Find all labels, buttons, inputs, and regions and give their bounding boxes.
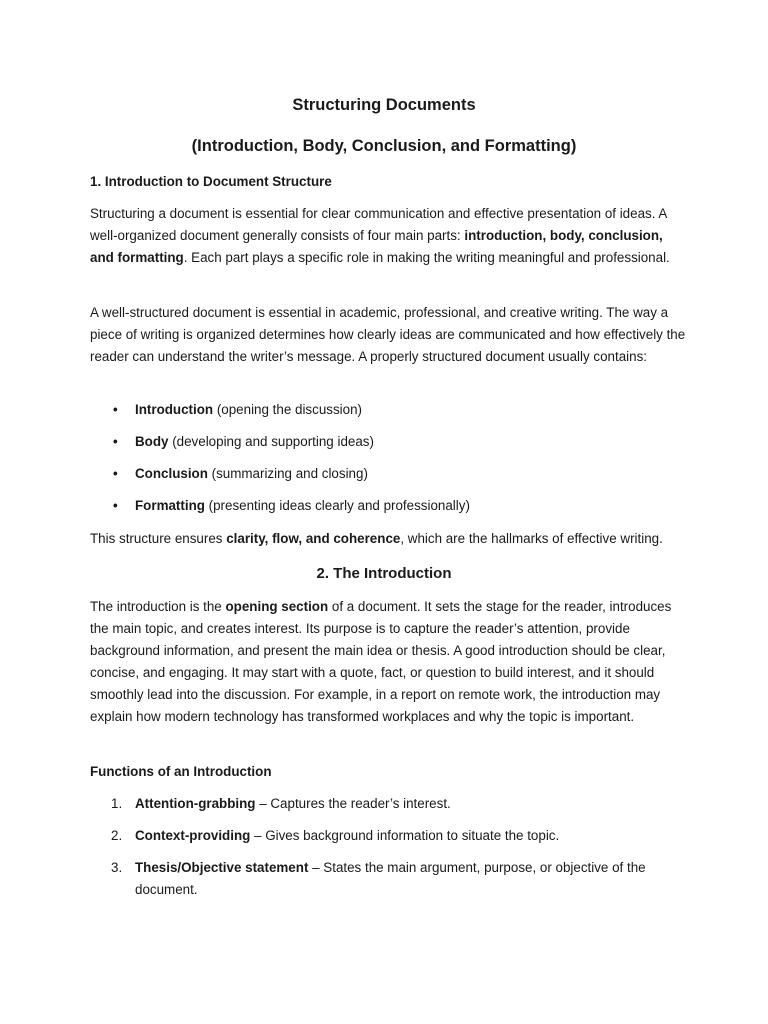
section-1-paragraph-3: This structure ensures clarity, flow, and coherence, which are the hallmarks of effective writing. (90, 531, 663, 546)
section-1-paragraph-1: Structuring a document is essential for clear communication and effective presentation of ideas. A well-organized document generally consists of four main parts: introduction, body, conclusion, and formatting. Each part plays a specific role in making the writing meaningful and professional. (90, 206, 670, 265)
document-subtitle: (Introduction, Body, Conclusion, and Formatting) (191, 137, 577, 155)
section-2-heading: 2. The Introduction (316, 565, 452, 582)
section-1-heading: 1. Introduction to Document Structure (90, 174, 332, 189)
document-title: Structuring Documents (292, 96, 476, 114)
section-2-paragraph-1: The introduction is the opening section of a document. It sets the stage for the reader, introduces the main topic, and creates interest. Its purpose is to capture the reader’s attention, provide background information, and present the main idea or thesis. A good introduction should be clear, concise, and engaging. It may start with a quote, fact, or question to build interest, and it should smoothly lead into the discussion. For example, in a report on remote work, the introduction may explain how modern technology has transformed workplaces and why the topic is important. (90, 599, 672, 724)
list-item: 2. Context-providing – Gives background information to situate the topic. (111, 828, 560, 843)
list-item: • Body (developing and supporting ideas) (90, 431, 690, 453)
section-1-paragraph-2: A well-structured document is essential in academic, professional, and creative writing. The way a piece of writing is organized determines how clearly ideas are communicated and how effectively the reader can understand the writer’s message. A properly structured document usually contains: (90, 305, 686, 364)
functions-heading: Functions of an Introduction (90, 764, 272, 779)
functions-numbered-list (90, 793, 690, 901)
list-item: • Introduction (opening the discussion) (90, 399, 690, 421)
list-item: 1. Attention-grabbing – Captures the reader’s interest. (111, 796, 451, 811)
list-item: • Conclusion (summarizing and closing) (90, 463, 690, 485)
structure-bullet-list (90, 399, 690, 517)
list-item: 3. Thesis/Objective statement – States the main argument, purpose, or objective of the document. (111, 860, 646, 897)
list-item: • Formatting (presenting ideas clearly and professionally) (90, 495, 690, 517)
